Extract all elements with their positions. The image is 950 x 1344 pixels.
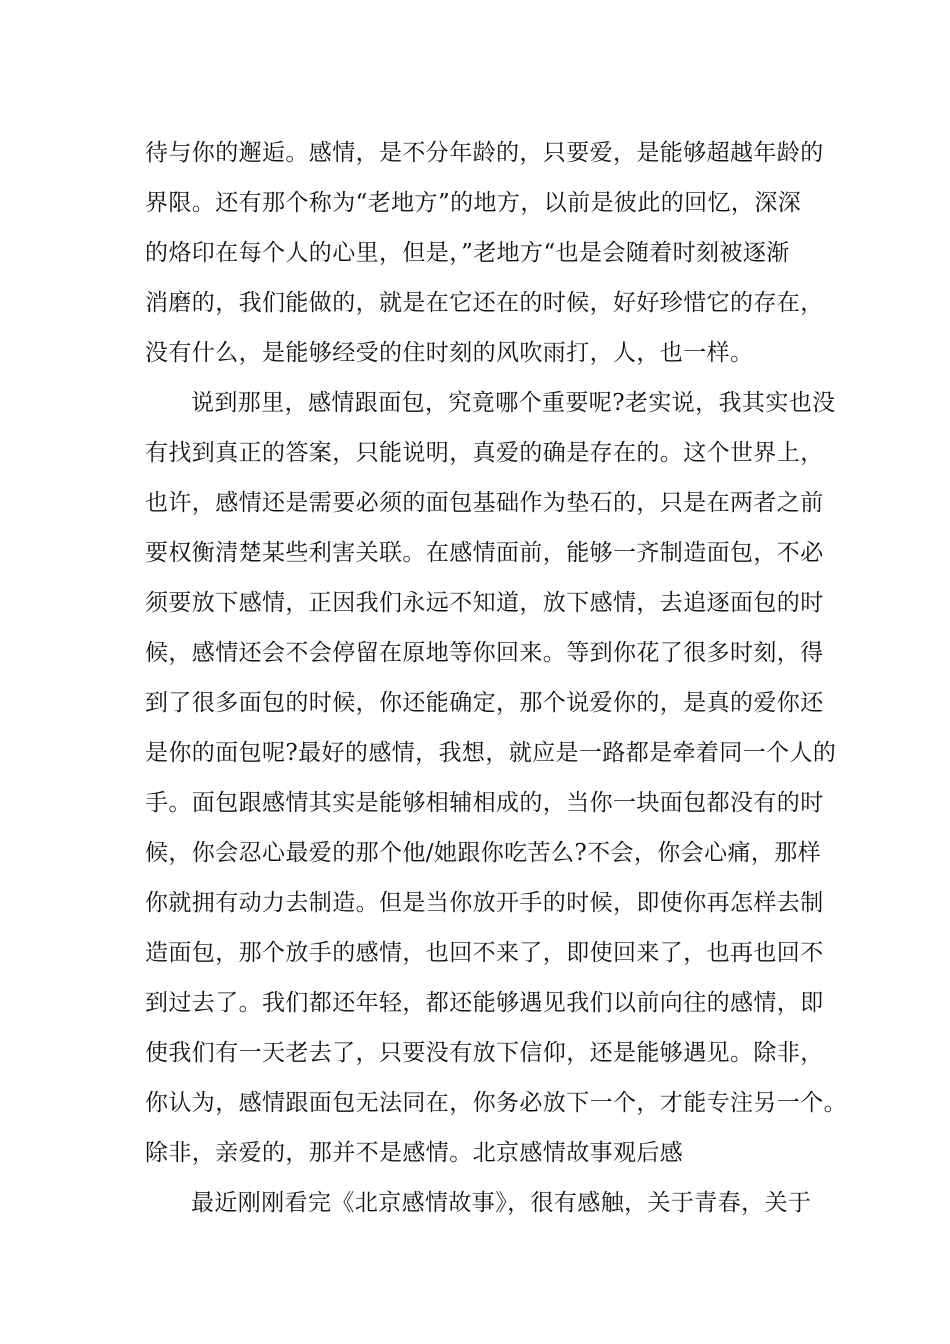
text-line: 也许，感情还是需要必须的面包基础作为垫石的，只是在两者之前 (145, 490, 824, 516)
text-line: 有找到真正的答案，只能说明，真爱的确是存在的。这个世界上， (145, 440, 824, 466)
paragraph-start-line: 最近刚刚看完《北京感情故事》，很有感触，关于青春，关于 (191, 1190, 812, 1216)
text-line: 你就拥有动力去制造。但是当你放开手的时候，即使你再怎样去制 (145, 890, 824, 916)
text-line: 手。面包跟感情其实是能够相辅相成的，当你一块面包都没有的时 (145, 790, 824, 816)
text-line: 待与你的邂逅。感情，是不分年龄的，只要爱，是能够超越年龄的 (145, 140, 824, 166)
text-line: 到了很多面包的时候，你还能确定，那个说爱你的，是真的爱你还 (145, 690, 824, 716)
text-line: 要权衡清楚某些利害关联。在感情面前，能够一齐制造面包，不必 (145, 540, 824, 566)
text-line: 是你的面包呢?最好的感情，我想，就应是一路都是牵着同一个人的 (145, 740, 837, 766)
text-line: 到过去了。我们都还年轻，都还能够遇见我们以前向往的感情，即 (145, 990, 824, 1016)
text-line: 除非，亲爱的，那并不是感情。北京感情故事观后感 (145, 1140, 684, 1166)
text-line: 造面包，那个放手的感情，也回不来了，即使回来了，也再也回不 (145, 940, 824, 966)
text-line: 没有什么，是能够经受的住时刻的风吹雨打，人，也一样。 (145, 340, 754, 366)
text-line: 界限。还有那个称为“老地方”的地方，以前是彼此的回忆，深深 (145, 190, 802, 216)
text-line: 消磨的，我们能做的，就是在它还在的时候，好好珍惜它的存在， (145, 290, 824, 316)
text-line: 你认为，感情跟面包无法同在，你务必放下一个，才能专注另一个。 (145, 1090, 847, 1116)
text-line: 候，感情还会不会停留在原地等你回来。等到你花了很多时刻，得 (145, 640, 824, 666)
text-line: 使我们有一天老去了，只要没有放下信仰，还是能够遇见。除非， (145, 1040, 824, 1066)
text-line: 的烙印在每个人的心里，但是，”老地方“也是会随着时刻被逐渐 (145, 240, 790, 266)
document-body (145, 128, 847, 1228)
paragraph-start-line: 说到那里，感情跟面包，究竟哪个重要呢?老实说，我其实也没 (191, 390, 836, 416)
text-line: 须要放下感情，正因我们永远不知道，放下感情，去追逐面包的时 (145, 590, 824, 616)
text-line: 候，你会忍心最爱的那个他/她跟你吃苦么?不会，你会心痛，那样 (145, 840, 822, 866)
